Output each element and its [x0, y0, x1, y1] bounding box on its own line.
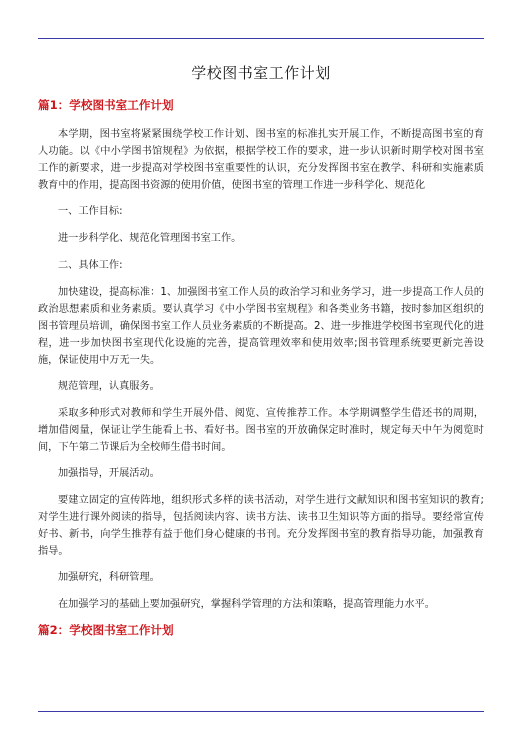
section-heading-1: 篇1：学校图书室工作计划	[38, 98, 174, 112]
paragraph-guidance-heading: 加强指导，开展活动。	[58, 468, 160, 479]
page-title: 学校图书室工作计划	[191, 64, 331, 82]
paragraph-guidance: 要建立固定的宣传阵地，组织形式多样的读书活动，对学生进行文献知识和图书室知识的教育;对学生进行课外阅读的指导，包括阅读内容、读书方法、读书卫生知识等方面的指导。要经常宣传好书、新书，向学生推荐有益于他们身心健康的书刊。充分发挥图书室的教育指导功能，加强教育指导。	[38, 495, 484, 557]
paragraph-goal: 进一步科学化、规范化管理图书室工作。	[58, 233, 242, 244]
document-body	[38, 62, 484, 651]
paragraph-tasks-heading: 二、具体工作:	[58, 260, 123, 271]
paragraph-construction: 加快建设，提高标准：1、加强图书室工作人员的政治学习和业务学习，进一步提高工作人员的政治思想素质和业务素质。要认真学习《中小学图书室规程》和各类业务书籍，按时参加区组织的图书管理员培训，确保图书室工作人员业务素质的不断提高。2、进一步推进学校图书室现代化的进程，进一步加快图书室现代化设施的完善，提高管理效率和使用效率;图书管理系统要更新完善设施，保证使用中万无一失。	[38, 287, 484, 366]
top-divider	[38, 38, 484, 39]
paragraph-research: 在加强学习的基础上要加强研究，掌握科学管理的方法和策略，提高管理能力水平。	[58, 599, 435, 610]
paragraph-goal-heading: 一、工作目标:	[58, 206, 123, 217]
paragraph-management-heading: 规范管理，认真服务。	[58, 381, 160, 392]
paragraph-intro: 本学期，图书室将紧紧围绕学校工作计划、图书室的标准扎实开展工作，不断提高图书室的育人功能。以《中小学图书馆规程》为依据，根据学校工作的要求，进一步认识新时期学校对图书室工作的新要求，进一步提高对学校图书室重要性的认识，充分发挥图书室在教学、科研和实施素质教育中的作用，提高图书资源的使用价值，使图书室的管理工作进一步科学化、规范化	[38, 129, 484, 191]
bottom-divider	[38, 711, 484, 712]
paragraph-lending: 采取多种形式对教师和学生开展外借、阅览、宣传推荐工作。本学期调整学生借还书的周期，增加借阅量，保证让学生能看上书、看好书。图书室的开放确保定时准时，规定每天中午为阅览时间，下午第二节课后为全校师生借书时间。	[38, 408, 484, 453]
section-heading-2: 篇2：学校图书室工作计划	[38, 623, 174, 637]
paragraph-research-heading: 加强研究，科研管理。	[58, 572, 160, 583]
